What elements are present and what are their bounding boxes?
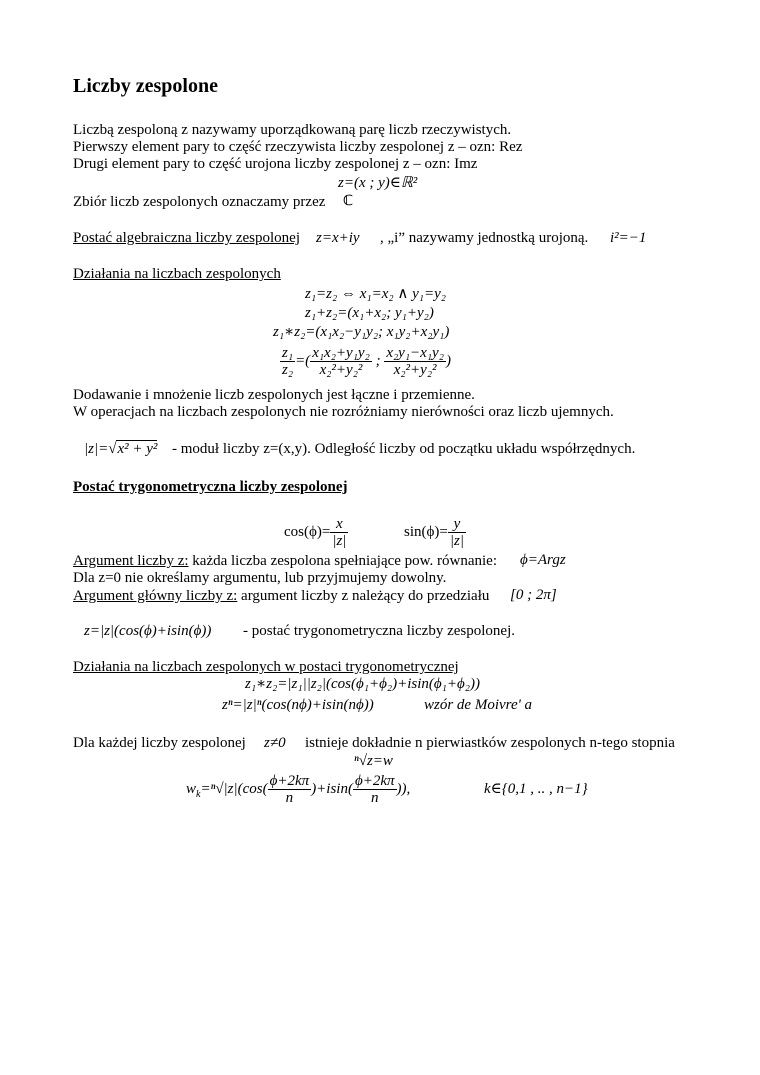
power-formula: zⁿ=|z|ⁿ(cos(nϕ)+isin(nϕ)) — [222, 697, 374, 713]
intro-line-1: Liczbą zespoloną z nazywamy uporządkowaną parę liczb rzeczywistych. — [73, 122, 512, 138]
root-equation: ⁿ√z=w — [354, 753, 393, 769]
main-argument-definition — [73, 587, 489, 605]
zero-argument-note: Dla z=0 nie określamy argumentu, lub przyjmujemy dowolny. — [73, 570, 447, 586]
page-title: Liczby zespolone — [73, 75, 218, 97]
de-moivre-label: wzór de Moivre' a — [424, 697, 533, 713]
algebraic-heading: Postać algebraiczna liczby zespolonej — [73, 230, 300, 246]
roots-text-after: istnieje dokładnie n pierwiastków zespolonych n-tego stopnia — [305, 735, 675, 751]
algebraic-formula: z=x+iy — [316, 230, 360, 246]
modulus-text: - moduł liczby z=(x,y). Odległość liczby od początku układu współrzędnych. — [172, 441, 636, 457]
imaginary-unit-note: , „i” nazywamy jednostką urojoną. — [380, 230, 589, 246]
set-text: Zbiór liczb zespolonych oznaczamy przez — [73, 194, 326, 210]
trig-heading: Postać trygonometryczna liczby zespolonej — [73, 479, 348, 495]
trig-form-formula: z=|z|(cos(ϕ)+isin(ϕ)) — [84, 623, 212, 639]
cos-formula: cos(ϕ)= $\frac{x}{|z|}$ — [284, 516, 347, 550]
division-formula: $\frac{\text{z₁}}{\text{z₂}}$ =( $\frac{\text{x₁x₂+y₁y₂}}{\text{x₂²+y₂²}}$ ; $\frac{\text{x₂y₁−x₁y₂}}{\text{x₂²+y₂²}}$ ) — [282, 345, 451, 379]
operations-comment-1: Dodawanie i mnożenie liczb zespolonych jest łączne i przemienne. — [73, 387, 475, 403]
operations-comment-2: W operacjach na liczbach zespolonych nie rozróżniamy nierówności oraz liczb ujemnych. — [73, 404, 614, 420]
pair-formula: z=(x ; y)∈ℝ² — [338, 175, 418, 191]
k-range: k∈{0,1 , .. , n−1} — [484, 781, 588, 797]
equality-formula: z₁=z₂ ⇔ x₁=x₂ ∧ y₁=y₂ — [305, 286, 446, 302]
trig-form-text: - postać trygonometryczna liczby zespolonej. — [243, 623, 515, 639]
trig-operations-heading: Działania na liczbach zespolonych w postaci trygonometrycznej — [73, 659, 459, 675]
roots-formula: $w_k=^n√|z|(\cos$( $\frac{\phi+2k\pi}{n}$ )+isin( $\frac{\phi+2k\pi}{n}$ )), — [186, 773, 411, 807]
argument-text: każda liczba zespolona spełniające pow. równanie: — [192, 553, 498, 569]
main-argument-text: argument liczby z należący do przedziału — [241, 588, 490, 604]
roots-text-before: Dla każdej liczby zespolonej — [73, 735, 246, 751]
intro-line-3: Drugi element pary to część urojona liczby zespolonej z – ozn: Imz — [73, 156, 478, 172]
multiplication-formula: z₁∗z₂=(x₁x₂−y₁y₂; x₁y₂+x₂y₁) — [273, 324, 450, 340]
division-lhs: $\frac{\text{z₁}}{\text{z₂}}$ — [282, 345, 294, 379]
argument-label: Argument liczby z: — [73, 553, 189, 569]
modulus-formula: |z|=√x² + y² — [84, 441, 158, 457]
operations-heading: Działania na liczbach zespolonych — [73, 266, 281, 282]
division-imag-part: $\frac{\text{x₂y₁−x₁y₂}}{\text{x₂²+y₂²}}$ — [386, 345, 444, 379]
trig-multiplication-formula: z₁∗z₂=|z₁||z₂|(cos(ϕ₁+ϕ₂)+isin(ϕ₁+ϕ₂)) — [245, 676, 480, 692]
sin-formula: sin(ϕ)= $\frac{y}{|z|}$ — [404, 516, 464, 550]
roots-condition: z≠0 — [264, 735, 286, 751]
addition-formula: z₁+z₂=(x₁+x₂; y₁+y₂) — [305, 305, 434, 321]
complex-set-symbol: ℂ — [343, 193, 354, 209]
i-squared-formula: i²=−1 — [610, 230, 647, 246]
intro-line-2: Pierwszy element pary to część rzeczywista liczby zespolonej z – ozn: Rez — [73, 139, 523, 155]
argument-formula: ϕ=Argz — [520, 552, 566, 568]
argument-interval: [0 ; 2π] — [510, 587, 557, 603]
main-argument-label: Argument główny liczby z: — [73, 588, 238, 604]
argument-definition — [73, 552, 497, 570]
division-real-part: $\frac{\text{x₁x₂+y₁y₂}}{\text{x₂²+y₂²}}$ — [312, 345, 370, 379]
